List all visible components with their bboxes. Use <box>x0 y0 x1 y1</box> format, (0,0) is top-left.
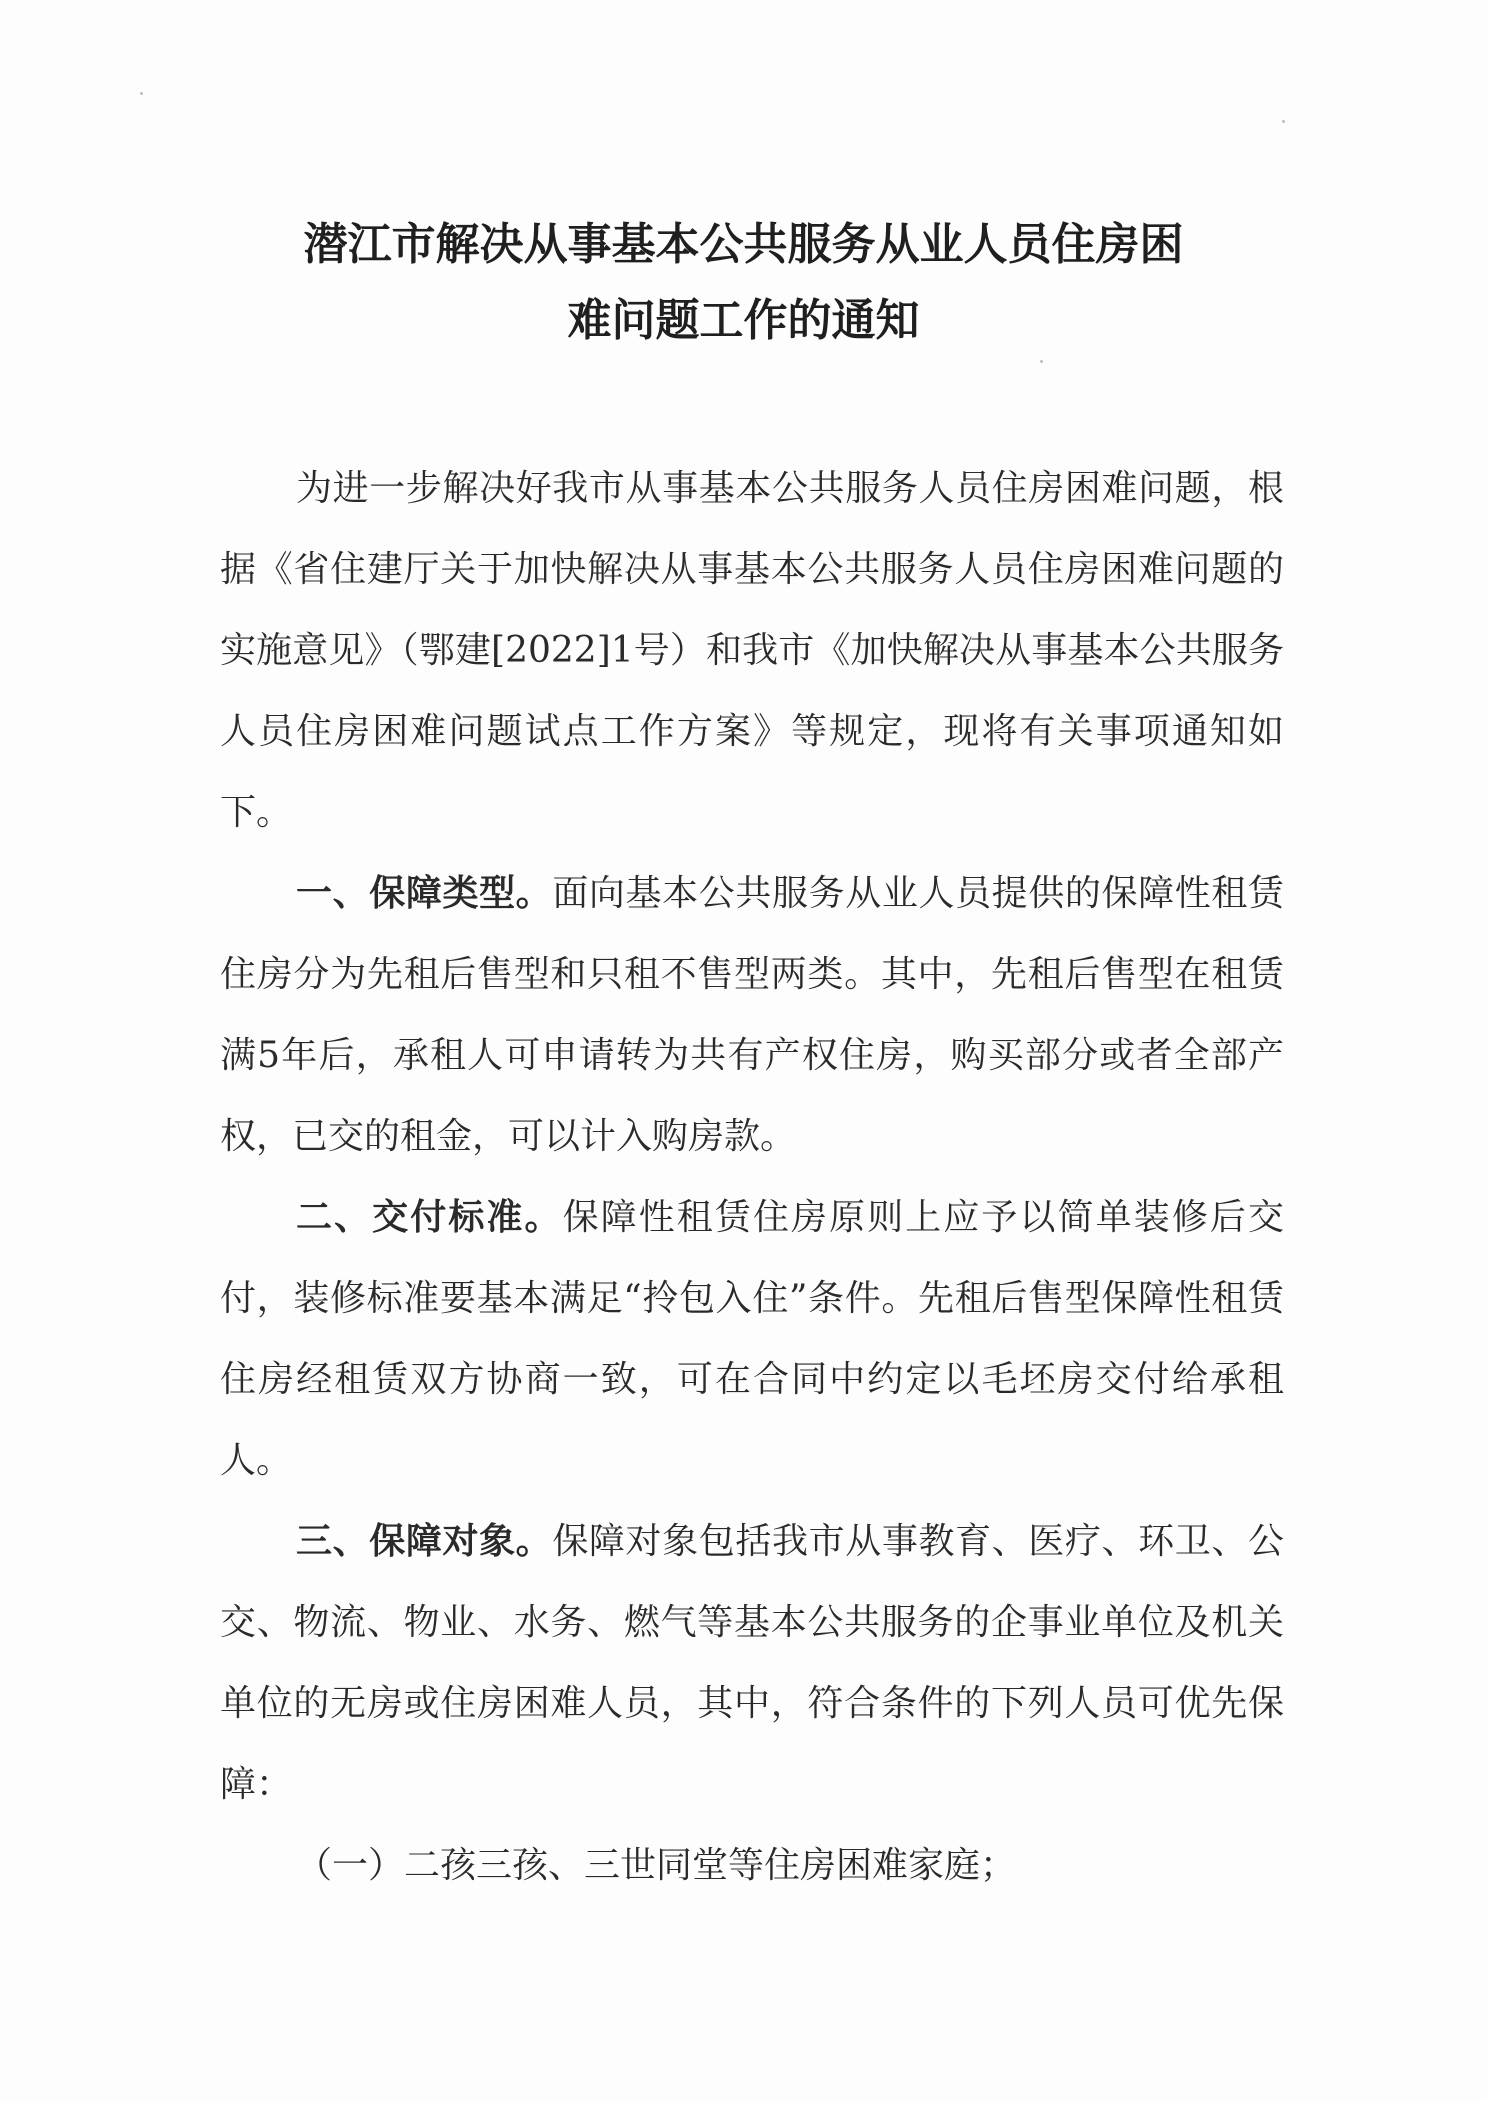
document-title-line-1: 潜江市解决从事基本公共服务从业人员住房困 <box>303 219 1184 270</box>
section-3-heading: 三、保障对象。 <box>296 1521 553 1562</box>
scan-speck <box>1040 360 1043 363</box>
list-item-1: （一）二孩三孩、三世同堂等住房困难家庭； <box>296 1845 1017 1886</box>
scan-speck <box>140 92 143 95</box>
intro-paragraph: 为进一步解决好我市从事基本公共服务人员住房困难问题，根据《省住建厅关于加快解决从事基本公共服务人员住房困难问题的实施意见》（鄂建[2022]1号）和我市《加快解决从事基本公共服务人员住房困难问题试点工作方案》等规定，现将有关事项通知如下。 <box>220 468 1284 833</box>
section-2-paragraph <box>220 1177 1284 1501</box>
section-1-paragraph <box>220 853 1284 1177</box>
section-2-heading: 二、交付标准。 <box>296 1197 563 1238</box>
section-1-text: 面向基本公共服务从业人员提供的保障性租赁住房分为先租后售型和只租不售型两类。其中，先租后售型在租赁满5年后，承租人可申请转为共有产权住房，购买部分或者全部产权，已交的租金，可以计入购房款。 <box>220 873 1284 1157</box>
section-3-text: 保障对象包括我市从事教育、医疗、环卫、公交、物流、物业、水务、燃气等基本公共服务的企事业单位及机关单位的无房或住房困难人员，其中，符合条件的下列人员可优先保障： <box>220 1521 1284 1805</box>
scan-speck <box>1282 120 1285 123</box>
section-1-heading: 一、保障类型。 <box>296 873 553 914</box>
section-3-paragraph <box>220 1501 1284 1825</box>
document-body <box>220 448 1284 1906</box>
document-title-line-2: 难问题工作的通知 <box>567 295 920 346</box>
section-2-text: 保障性租赁住房原则上应予以简单装修后交付，装修标准要基本满足“拎包入住”条件。先租后售型保障性租赁住房经租赁双方协商一致，可在合同中约定以毛坯房交付给承租人。 <box>220 1197 1284 1481</box>
